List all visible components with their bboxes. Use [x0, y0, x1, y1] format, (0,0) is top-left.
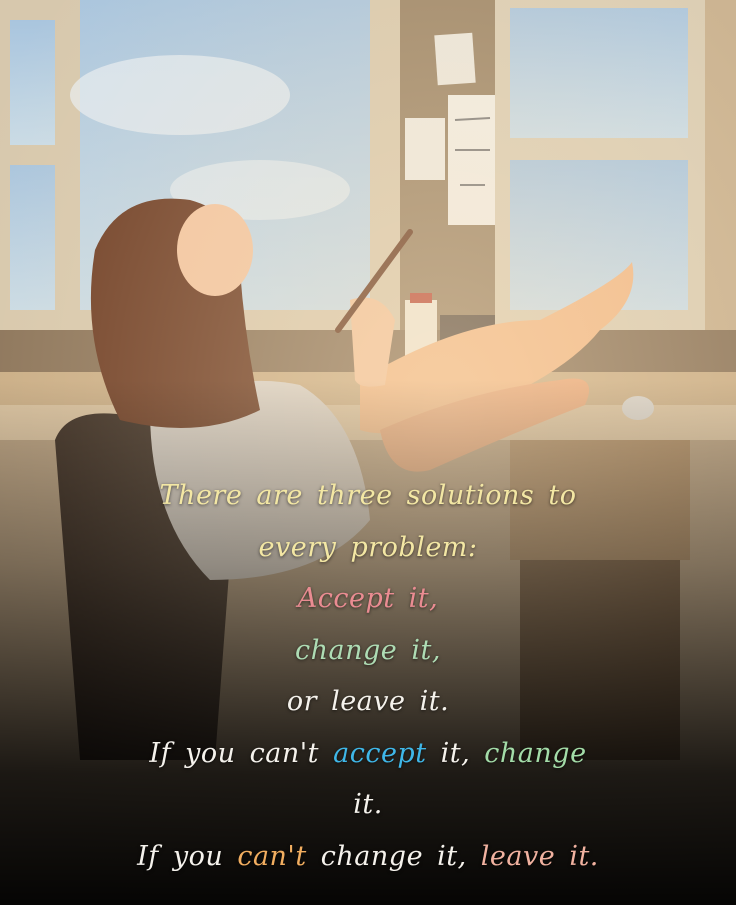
quote-segment: or leave it.: [286, 686, 450, 717]
quote-segment: change it,: [306, 840, 481, 872]
quote-text: [0, 470, 736, 882]
quote-segment: If you can't: [149, 737, 334, 769]
quote-segment: can't: [237, 840, 307, 872]
quote-line: [0, 573, 736, 625]
quote-segment: accept: [333, 737, 427, 769]
quote-segment: it,: [426, 737, 485, 769]
quote-segment: Accept it,: [297, 583, 439, 614]
quote-segment: change: [484, 737, 587, 769]
quote-line: [0, 625, 736, 677]
quote-line: [0, 522, 736, 574]
quote-segment: it.: [353, 789, 383, 820]
quote-segment: leave it.: [480, 840, 599, 872]
quote-line: [0, 676, 736, 728]
quote-line: [0, 728, 736, 780]
quote-line: [0, 470, 736, 522]
quote-segment: There are three solutions to: [159, 480, 577, 511]
quote-line: [0, 831, 736, 883]
quote-segment: every problem:: [258, 531, 478, 563]
quote-segment: If you: [137, 840, 238, 872]
quote-segment: change it,: [295, 634, 441, 666]
quote-line: [0, 779, 736, 831]
